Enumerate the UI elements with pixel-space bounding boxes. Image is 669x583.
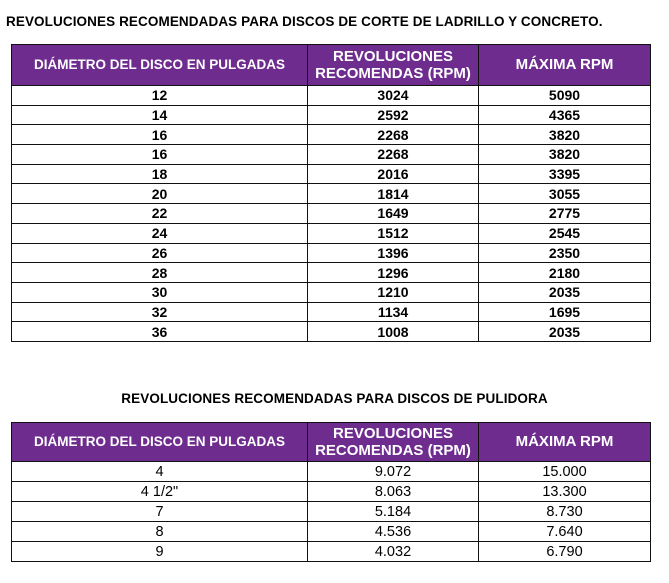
header-recommended-rpm: REVOLUCIONES RECOMENDAS (RPM) — [308, 423, 479, 462]
cell-diameter: 24 — [12, 223, 308, 243]
cell-recommended-rpm: 5.184 — [308, 502, 479, 522]
header-recommended-rpm: REVOLUCIONES RECOMENDAS (RPM) — [308, 45, 479, 86]
header-row — [12, 423, 651, 462]
cell-diameter: 7 — [12, 502, 308, 522]
cell-diameter: 4 1/2" — [12, 482, 308, 502]
cell-max-rpm: 3820 — [479, 125, 651, 145]
header-diameter: DIÁMETRO DEL DISCO EN PULGADAS — [12, 45, 308, 86]
header-row — [12, 45, 651, 86]
cell-recommended-rpm: 2592 — [308, 105, 479, 125]
cell-max-rpm: 2350 — [479, 243, 651, 263]
cell-diameter: 14 — [12, 105, 308, 125]
cell-max-rpm: 6.790 — [479, 542, 651, 562]
cell-recommended-rpm: 9.072 — [308, 462, 479, 482]
cell-max-rpm: 2035 — [479, 322, 651, 342]
cell-recommended-rpm: 1296 — [308, 263, 479, 283]
cell-recommended-rpm: 2016 — [308, 164, 479, 184]
cell-recommended-rpm: 1649 — [308, 204, 479, 224]
cell-recommended-rpm: 4.032 — [308, 542, 479, 562]
cell-recommended-rpm: 1814 — [308, 184, 479, 204]
table-row — [12, 482, 651, 502]
cell-max-rpm: 7.640 — [479, 522, 651, 542]
table-row — [12, 542, 651, 562]
cell-diameter: 22 — [12, 204, 308, 224]
header-max-rpm: MÁXIMA RPM — [479, 45, 651, 86]
cell-recommended-rpm: 1396 — [308, 243, 479, 263]
cell-max-rpm: 2035 — [479, 282, 651, 302]
cell-recommended-rpm: 1210 — [308, 282, 479, 302]
cell-diameter: 36 — [12, 322, 308, 342]
header-diameter: DIÁMETRO DEL DISCO EN PULGADAS — [12, 423, 308, 462]
cell-max-rpm: 2775 — [479, 204, 651, 224]
cell-max-rpm: 2180 — [479, 263, 651, 283]
cell-diameter: 8 — [12, 522, 308, 542]
cell-max-rpm: 8.730 — [479, 502, 651, 522]
cell-diameter: 30 — [12, 282, 308, 302]
cell-max-rpm: 3055 — [479, 184, 651, 204]
cell-max-rpm: 15.000 — [479, 462, 651, 482]
cell-diameter: 12 — [12, 86, 308, 106]
cell-max-rpm: 4365 — [479, 105, 651, 125]
grinder-discs-table — [11, 422, 651, 562]
cell-recommended-rpm: 4.536 — [308, 522, 479, 542]
cell-max-rpm: 2545 — [479, 223, 651, 243]
header-max-rpm: MÁXIMA RPM — [479, 423, 651, 462]
grinder-discs-title: REVOLUCIONES RECOMENDADAS PARA DISCOS DE PULIDORA — [121, 391, 548, 406]
table-row — [12, 462, 651, 482]
table-row — [12, 223, 651, 243]
cutting-discs-title: REVOLUCIONES RECOMENDADAS PARA DISCOS DE CORTE DE LADRILLO Y CONCRETO. — [6, 14, 603, 29]
cell-recommended-rpm: 3024 — [308, 86, 479, 106]
cell-diameter: 20 — [12, 184, 308, 204]
table-row — [12, 282, 651, 302]
cell-diameter: 18 — [12, 164, 308, 184]
cell-max-rpm: 13.300 — [479, 482, 651, 502]
table-row — [12, 145, 651, 165]
cell-diameter: 28 — [12, 263, 308, 283]
cell-diameter: 4 — [12, 462, 308, 482]
cell-recommended-rpm: 1134 — [308, 302, 479, 322]
cell-recommended-rpm: 8.063 — [308, 482, 479, 502]
table-row — [12, 86, 651, 106]
cell-diameter: 16 — [12, 125, 308, 145]
cell-recommended-rpm: 2268 — [308, 145, 479, 165]
cell-max-rpm: 5090 — [479, 86, 651, 106]
table-row — [12, 105, 651, 125]
table-row — [12, 302, 651, 322]
cell-max-rpm: 3820 — [479, 145, 651, 165]
table-row — [12, 243, 651, 263]
cell-recommended-rpm: 1008 — [308, 322, 479, 342]
cell-diameter: 32 — [12, 302, 308, 322]
cutting-discs-table — [11, 44, 651, 342]
table-body — [12, 86, 651, 342]
table-row — [12, 204, 651, 224]
cell-max-rpm: 3395 — [479, 164, 651, 184]
cell-recommended-rpm: 2268 — [308, 125, 479, 145]
table-row — [12, 322, 651, 342]
cell-diameter: 9 — [12, 542, 308, 562]
cell-diameter: 26 — [12, 243, 308, 263]
table-row — [12, 502, 651, 522]
cell-recommended-rpm: 1512 — [308, 223, 479, 243]
cell-max-rpm: 1695 — [479, 302, 651, 322]
table-row — [12, 184, 651, 204]
cell-diameter: 16 — [12, 145, 308, 165]
table-row — [12, 125, 651, 145]
table-body — [12, 462, 651, 562]
table-row — [12, 263, 651, 283]
table-row — [12, 164, 651, 184]
table-row — [12, 522, 651, 542]
